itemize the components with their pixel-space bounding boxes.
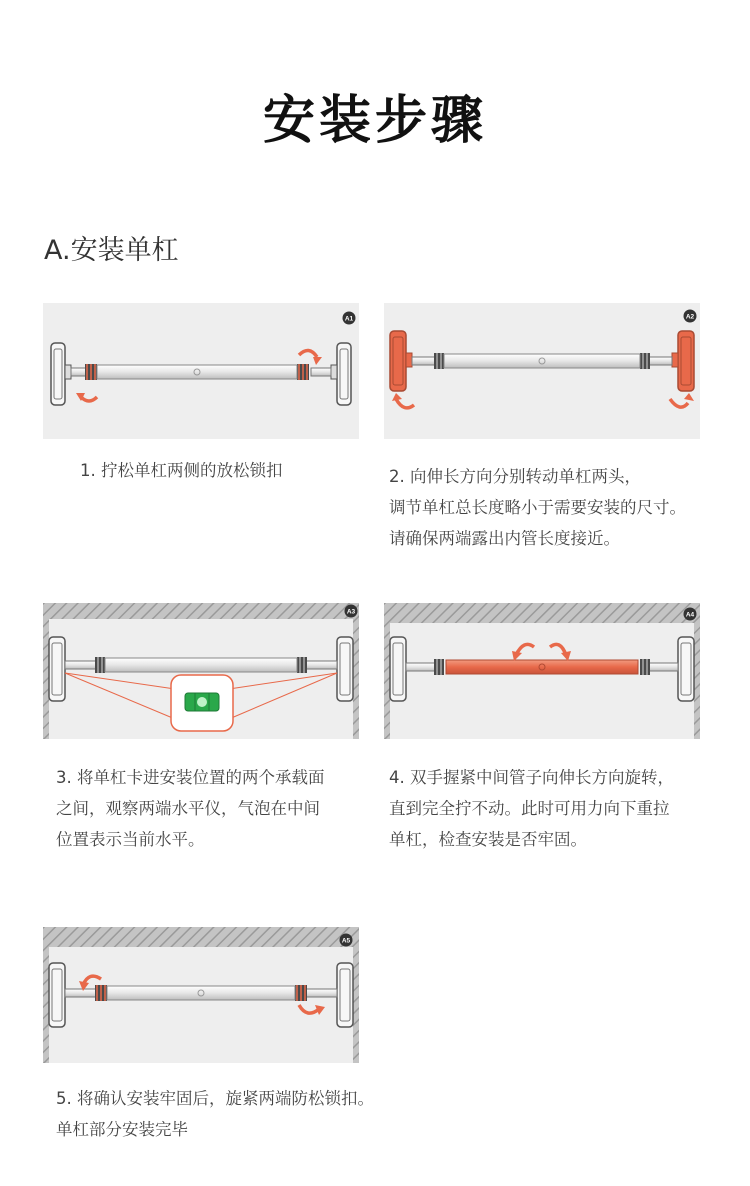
step-line: 4. 双手握紧中间管子向伸长方向旋转， <box>389 768 674 787</box>
rotate-arrow-icon <box>670 399 688 407</box>
step-line: 5. 将确认安装牢固后，旋紧两端防松锁扣。 <box>56 1089 374 1108</box>
lock-nut-left <box>95 985 107 1001</box>
step-line: 直到完全拧不动。此时可用力向下重拉 <box>389 799 670 818</box>
step-line: 之间，观察两端水平仪，气泡在中间 <box>56 799 320 818</box>
wall-ceiling <box>384 603 700 623</box>
bar-tube-highlighted <box>446 660 638 674</box>
bracket-left <box>51 343 71 405</box>
wall-right <box>353 947 359 1063</box>
step-5-illustration <box>43 927 359 1063</box>
wall-ceiling <box>43 603 359 619</box>
step-badge-label: A1 <box>344 315 354 323</box>
step-1-illustration <box>43 303 359 439</box>
step-badge-label: A5 <box>341 937 351 945</box>
step-4-illustration <box>384 603 700 739</box>
bar-tube <box>97 365 297 379</box>
wall-left <box>43 619 49 739</box>
step-line: 1. 拧松单杠两侧的放松锁扣 <box>80 461 283 480</box>
step-badge-label: A2 <box>685 313 695 321</box>
bracket-right <box>331 343 351 405</box>
step-line: 单杠部分安装完毕 <box>56 1120 188 1139</box>
step-line: 3. 将单杠卡进安装位置的两个承载面 <box>56 768 325 787</box>
wall-right <box>353 619 359 739</box>
step-line: 单杠，检查安装是否牢固。 <box>389 830 587 849</box>
bracket-left <box>390 331 412 391</box>
step-line: 调节单杠总长度略小于需要安装的尺寸。 <box>389 498 686 517</box>
bracket-right <box>672 331 694 391</box>
step-2-illustration <box>384 303 700 439</box>
rotate-arrow-icon <box>396 399 414 408</box>
lock-nut-right <box>297 364 309 380</box>
step-line: 请确保两端露出内管长度接近。 <box>389 529 620 548</box>
step-badge-label: A3 <box>346 608 356 616</box>
lock-nut-left <box>85 364 97 380</box>
section-heading: A.安装单杠 <box>44 235 179 266</box>
page-title: 安装步骤 <box>262 91 487 151</box>
wall-ceiling <box>43 927 359 947</box>
wall-left <box>43 947 49 1063</box>
step-line: 2. 向伸长方向分别转动单杠两头， <box>389 467 641 486</box>
rotate-arrow-icon <box>299 350 317 357</box>
level-indicator-icon <box>171 675 233 731</box>
step-badge-label: A4 <box>685 611 695 619</box>
step-2-text <box>389 461 686 554</box>
step-1-text <box>80 455 283 486</box>
bar-tube <box>107 986 295 1000</box>
wall-right <box>694 623 700 739</box>
lock-nut-right <box>295 985 307 1001</box>
step-5-text <box>56 1083 374 1145</box>
wall-left <box>384 623 390 739</box>
step-line: 位置表示当前水平。 <box>56 830 205 849</box>
step-3-text <box>56 762 325 855</box>
step-4-text <box>389 762 674 855</box>
bar-tube <box>444 354 640 368</box>
bar-tube <box>105 658 297 672</box>
step-3-illustration <box>43 603 359 739</box>
rotate-arrow-icon <box>81 397 97 401</box>
